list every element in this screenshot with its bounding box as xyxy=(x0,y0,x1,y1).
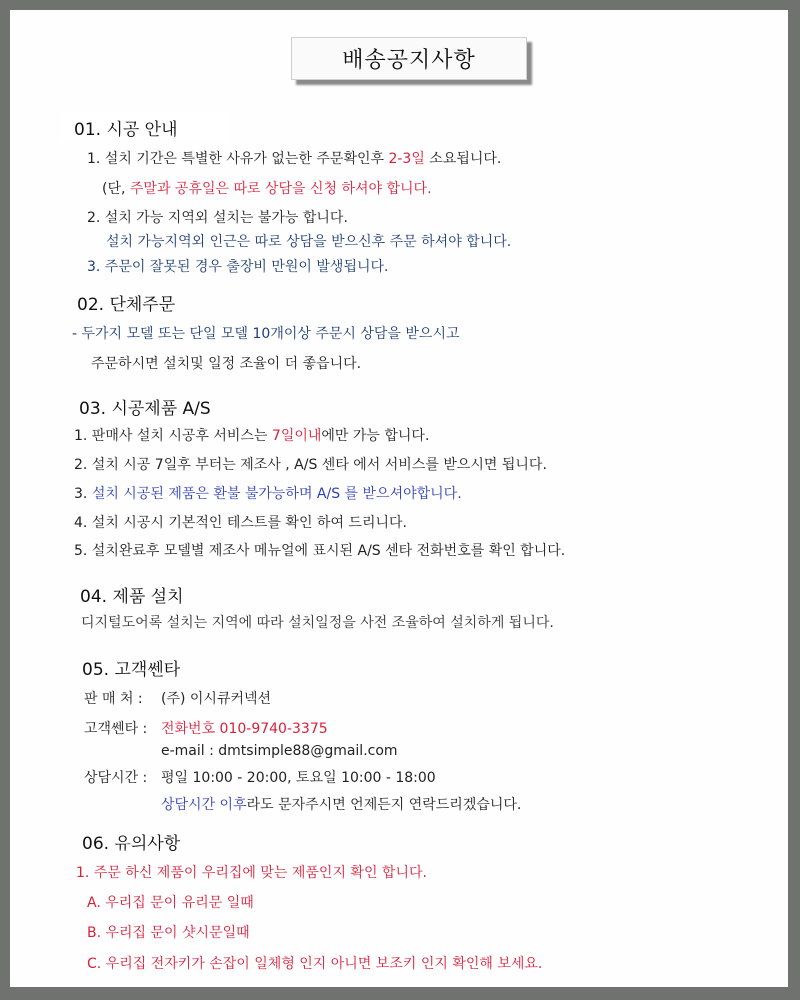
s4-line1: 디지털도어록 설치는 지역에 따라 설치일정을 사전 조율하여 설치하게 됩니다. xyxy=(81,615,554,631)
phone-number: 전화번호 010-9740-3375 xyxy=(161,721,328,737)
section-06-heading: 06. 유의사항 xyxy=(82,834,181,854)
seller-name: (주) 이시큐커넥션 xyxy=(161,691,272,707)
s1-line2: (단, 주말과 공휴일은 따로 상담을 신청 하셔야 합니다. xyxy=(102,181,432,197)
hours-label: 상담시간 : xyxy=(84,770,148,786)
s6-item-c: C. 우리집 전자키가 손잡이 일체형 인지 아니면 보조키 인지 확인해 보세요. xyxy=(87,956,543,972)
section-03-heading: 03. 시공제품 A/S xyxy=(79,399,211,419)
seller-label: 판 매 처 : xyxy=(84,691,143,707)
email: e-mail : dmtsimple88@gmail.com xyxy=(161,743,398,759)
page-title: 배송공지사항 xyxy=(342,48,476,73)
s2-line1: - 두가지 모델 또는 단일 모델 10개이상 주문시 상담을 받으시고 xyxy=(72,326,460,342)
hours: 평일 10:00 - 20:00, 토요일 10:00 - 18:00 xyxy=(161,770,436,786)
notice-card xyxy=(10,10,788,987)
title-box xyxy=(291,37,527,80)
s3-line2: 2. 설치 시공 7일후 부터는 제조사 , A/S 센타 에서 서비스를 받으시면 됩니다. xyxy=(74,457,547,473)
section-02-heading: 02. 단체주문 xyxy=(77,295,176,315)
after-hours-note: 상담시간 이후라도 문자주시면 언제든지 연락드리겠습니다. xyxy=(161,797,522,813)
s6-item-b: B. 우리집 문이 샷시문일때 xyxy=(87,925,250,941)
s3-line1: 1. 판매사 설치 시공후 서비스는 7일이내에만 가능 합니다. xyxy=(74,428,430,444)
s1-line1: 1. 설치 기간은 특별한 사유가 없는한 주문확인후 2-3일 소요됩니다. xyxy=(87,151,502,167)
s1-line4: 설치 가능지역외 인근은 따로 상담을 받으신후 주문 하셔야 합니다. xyxy=(106,234,512,250)
section-04-heading: 04. 제품 설치 xyxy=(80,587,184,607)
s3-line4: 4. 설치 시공시 기본적인 테스트를 확인 하여 드리니다. xyxy=(74,515,407,531)
s3-line5: 5. 설치완료후 모델별 제조사 메뉴얼에 표시된 A/S 센타 전화번호를 확인 합니다. xyxy=(74,543,566,559)
section-01-heading: 01. 시공 안내 xyxy=(62,112,228,142)
s3-line3: 3. 설치 시공된 제품은 환불 불가능하며 A/S 를 받으셔야합니다. xyxy=(74,486,462,502)
s6-line1: 1. 주문 하신 제품이 우리집에 맞는 제품인지 확인 합니다. xyxy=(76,865,427,881)
section-05-heading: 05. 고객쎈타 xyxy=(82,660,181,680)
s1-line3: 2. 설치 가능 지역외 설치는 불가능 합니다. xyxy=(87,210,348,226)
s2-line2: 주문하시면 설치및 일정 조율이 더 좋읍니다. xyxy=(91,356,362,372)
s6-item-a: A. 우리집 문이 유리문 일때 xyxy=(87,895,254,911)
cs-label: 고객쎈타 : xyxy=(84,721,148,737)
s1-line5: 3. 주문이 잘못된 경우 출장비 만원이 발생됩니다. xyxy=(87,259,389,275)
